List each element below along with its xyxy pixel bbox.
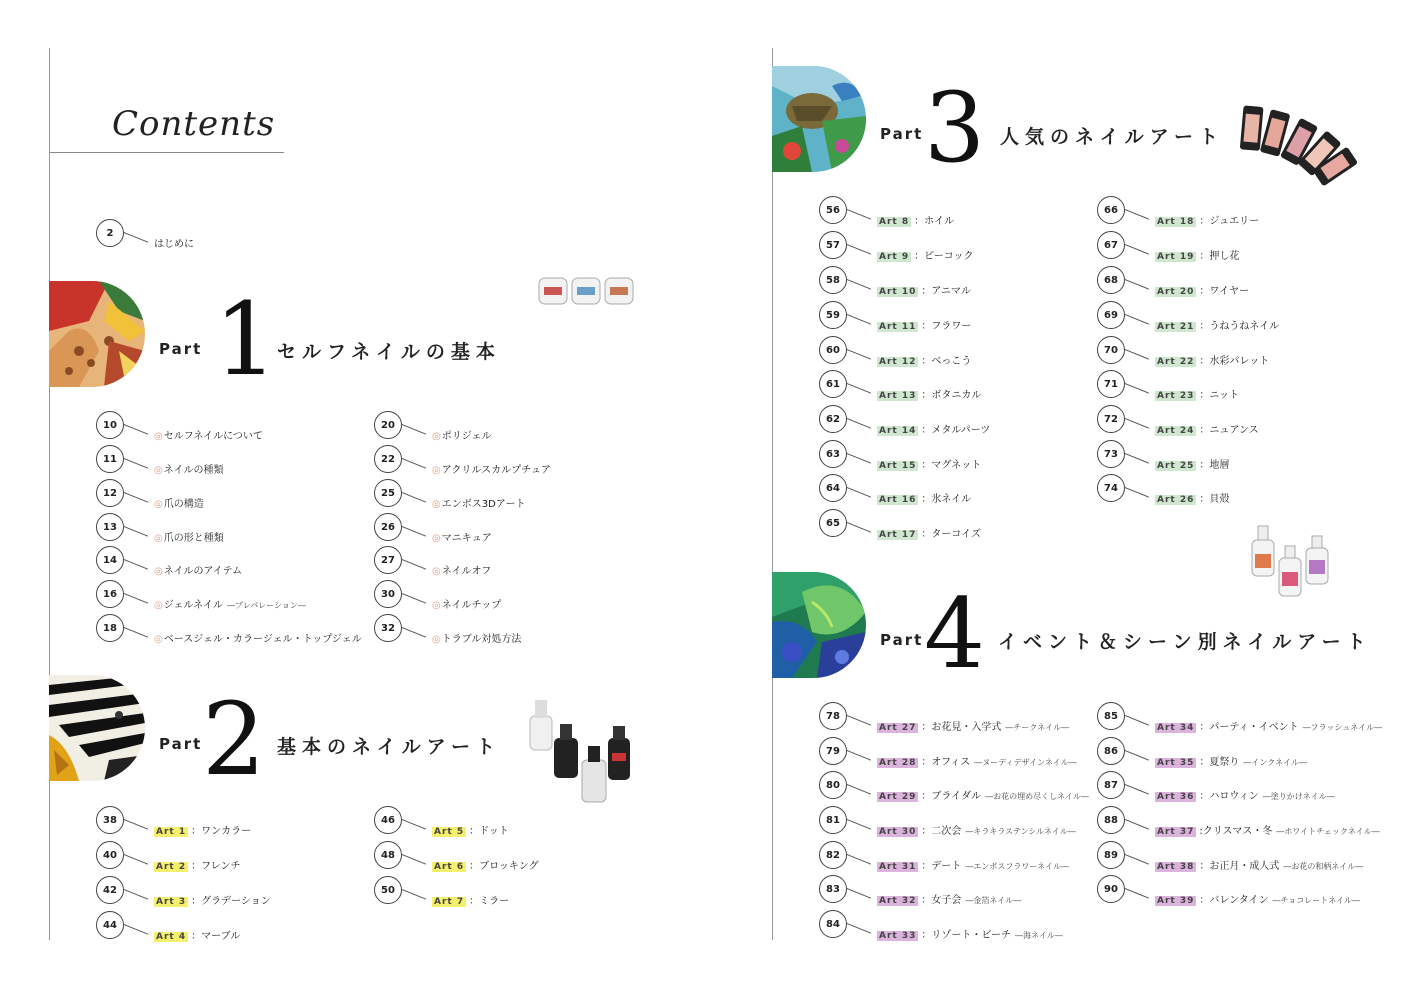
entry-label: Art 15 ：マグネット [879,460,982,471]
page-number: 50 [374,876,402,904]
page-number: 16 [96,580,124,608]
toc-entry[interactable] [96,546,366,580]
art-tag: Art 29 [879,792,917,802]
connector-line [1125,487,1149,498]
entry-label: Art 38 ：お正月・成人式 ―お花の和柄ネイル― [1157,861,1364,872]
entry-label: Art 27 ：お花見・入学式 ―チークネイル― [879,722,1070,733]
art-tag: Art 5 [434,827,465,837]
toc-entry[interactable] [96,911,346,945]
part2-label: Part [159,735,203,753]
heading-rule [50,152,284,153]
connector-line [847,784,871,795]
toc-entry[interactable] [819,266,1069,300]
page-number: 81 [819,806,847,834]
page-number: 42 [96,876,124,904]
toc-entry[interactable] [819,910,1089,944]
art-tag: Art 38 [1157,862,1195,872]
page-number: 73 [1097,440,1125,468]
page-number: 32 [374,614,402,642]
nail-bottles-image [1250,524,1330,604]
entry-label: Art 31 ：デート ―エンボスフラワーネイル― [879,861,1069,872]
page-number: 2 [96,219,124,247]
page-number: 74 [1097,474,1125,502]
entry-label: Art 17 ：ターコイズ [879,529,981,540]
entry-label: Art 23 ：ニット [1157,390,1239,401]
art-tag: Art 39 [1157,896,1195,906]
toc-entry[interactable] [819,196,1069,230]
art-tag: Art 31 [879,862,917,872]
toc-entry[interactable] [1097,370,1347,404]
art-tag: Art 35 [1157,758,1195,768]
page-number: 90 [1097,875,1125,903]
connector-line [1125,784,1149,795]
art-tag: Art 9 [879,252,910,262]
entry-label: Art 24 ：ニュアンス [1157,425,1259,436]
page-number: 84 [819,910,847,938]
entry-label: Art 20 ：ワイヤー [1157,286,1250,297]
entry-label: Art 29 ：ブライダル ―お花の埋め尽くしネイル― [879,791,1089,802]
toc-entry[interactable] [1097,336,1347,370]
toc-entry[interactable] [1097,231,1347,265]
page-number: 65 [819,509,847,537]
toc-entry[interactable] [819,474,1069,508]
connector-line [1125,715,1149,726]
part1-illustration-giraffe [49,281,145,387]
entry-label: Art 1 ：ワンカラー [156,826,252,837]
art-tag: Art 15 [879,461,917,471]
toc-entry[interactable] [819,231,1069,265]
page-number: 78 [819,702,847,730]
art-tag: Art 19 [1157,252,1195,262]
entry-label: Art 6 ：ブロッキング [434,861,539,872]
entry-label: Art 11 ：フラワー [879,321,972,332]
art-tag: Art 12 [879,357,917,367]
connector-line [402,854,426,865]
art-tag: Art 11 [879,322,917,332]
toc-entry[interactable] [374,614,574,648]
page-number: 69 [1097,301,1125,329]
entry-label: Art 19 ：押し花 [1157,251,1240,262]
toc-entry[interactable] [819,771,1089,805]
page-number: 26 [374,513,402,541]
page-number: 27 [374,546,402,574]
part3-title: 人気のネイルアート [1000,126,1225,148]
page-number: 30 [374,580,402,608]
entry-label: Art 3 ：グラデーション [156,896,271,907]
toc-entry[interactable] [1097,841,1397,875]
page-number: 60 [819,336,847,364]
part3-label: Part [880,125,924,143]
page-number: 44 [96,911,124,939]
page-number: 72 [1097,405,1125,433]
entry-label: Art 37 :クリスマス・冬 ―ホワイトチェックネイル― [1157,826,1380,837]
connector-line [402,424,426,435]
connector-line [1125,418,1149,429]
page-number: 38 [96,806,124,834]
entry-label: Art 33 ：リゾート・ビーチ ―海ネイル― [879,930,1063,941]
page-number: 85 [1097,702,1125,730]
connector-line [402,526,426,537]
page-number: 48 [374,841,402,869]
toc-entry[interactable] [96,876,346,910]
connector-line [1125,279,1149,290]
art-tag: Art 4 [156,932,187,942]
art-tag: Art 1 [156,827,187,837]
art-tag: Art 22 [1157,357,1195,367]
gel-jars-image [536,274,640,308]
connector-line [847,244,871,255]
art-tag: Art 30 [879,827,917,837]
entry-label: ◎爪の形と種類 [154,533,224,544]
connector-line [847,349,871,360]
page-number: 46 [374,806,402,834]
toc-entry[interactable] [374,513,574,547]
part2-number: 2 [202,681,266,798]
entry-label: Art 4 ：マーブル [156,931,241,942]
page-number: 83 [819,875,847,903]
page-number: 87 [1097,771,1125,799]
connector-line [1125,854,1149,865]
art-tag: Art 20 [1157,287,1195,297]
toc-entry[interactable] [1097,806,1397,840]
entry-label: Art 18 ：ジュエリー [1157,216,1260,227]
page-number: 79 [819,737,847,765]
part2-title: 基本のネイルアート [277,736,502,758]
toc-entry[interactable] [1097,875,1397,909]
part1-label: Part [159,340,203,358]
connector-line [402,492,426,503]
entry-label: Art 8 ：ホイル [879,216,955,227]
connector-line [847,750,871,761]
toc-entry[interactable] [1097,301,1347,335]
entry-label: ◎トラブル対処方法 [432,634,522,645]
art-tag: Art 8 [879,217,910,227]
connector-line [124,458,148,469]
connector-line [847,819,871,830]
toc-entry[interactable] [96,445,366,479]
connector-line [1125,453,1149,464]
entry-label: Art 16 ：氷ネイル [879,494,972,505]
page-number: 70 [1097,336,1125,364]
page-gutter [772,48,773,940]
connector-line [1125,349,1149,360]
toc-entry[interactable] [819,841,1089,875]
toc-entry[interactable] [96,806,346,840]
toc-entry[interactable] [374,445,574,479]
connector-line [847,209,871,220]
entry-label: ◎エンボス3Dアート [432,499,526,510]
entry-label: ◎ベースジェル・カラージェル・トップジェル [154,634,362,645]
entry-label: Art 36 ：ハロウィン ―塗りかけネイル― [1157,791,1335,802]
toc-entry[interactable] [374,806,624,840]
toc-entry[interactable] [819,440,1069,474]
toc-entry[interactable] [1097,702,1397,736]
connector-line [402,627,426,638]
connector-line [124,232,148,243]
page-number: 80 [819,771,847,799]
toc-entry[interactable] [819,301,1069,335]
page-number: 57 [819,231,847,259]
connector-line [847,854,871,865]
connector-line [1125,314,1149,325]
art-tag: Art 32 [879,896,917,906]
page-number: 14 [96,546,124,574]
connector-line [847,715,871,726]
art-tag: Art 13 [879,391,917,401]
page-number: 86 [1097,737,1125,765]
connector-line [847,487,871,498]
entry-label: Art 28 ：オフィス ―ヌーディデザインネイル― [879,757,1077,768]
page-number: 25 [374,479,402,507]
page-number: 82 [819,841,847,869]
art-tag: Art 21 [1157,322,1195,332]
connector-line [847,888,871,899]
page-number: 64 [819,474,847,502]
part4-number: 4 [924,578,986,690]
art-tag: Art 27 [879,723,917,733]
entry-label: Art 30 ：二次会 ―キラキラステンシルネイル― [879,826,1076,837]
part3-illustration-turtle [772,66,866,172]
contents-heading: Contents [112,104,276,144]
entry-label: ◎ジェルネイル ―プレパレーション― [154,600,306,611]
page-number: 63 [819,440,847,468]
page-number: 58 [819,266,847,294]
connector-line [1125,244,1149,255]
entry-label: Art 34 ：パーティ・イベント ―フラッシュネイル― [1157,722,1383,733]
page-number: 11 [96,445,124,473]
part3-number: 3 [924,72,986,184]
connector-line [124,559,148,570]
toc-entry[interactable] [96,411,366,445]
toc-entry[interactable] [374,546,574,580]
toc-entry[interactable] [819,875,1089,909]
connector-line [1125,750,1149,761]
entry-label: Art 25 ：地層 [1157,460,1230,471]
connector-line [124,424,148,435]
connector-line [402,593,426,604]
entry-label: ◎ネイルチップ [432,600,502,611]
toc-entry[interactable] [374,841,624,875]
entry-label: Art 7 ：ミラー [434,896,510,907]
part4-illustration-chameleon [772,572,866,678]
toc-entry[interactable] [819,370,1069,404]
part1-number: 1 [214,281,278,398]
entry-label: ◎ネイルの種類 [154,465,224,476]
entry-label: ◎爪の構造 [154,499,204,510]
page-number: 13 [96,513,124,541]
toc-entry[interactable] [1097,440,1347,474]
entry-label: Art 32 ：女子会 ―金箔ネイル― [879,895,1022,906]
connector-line [847,279,871,290]
connector-line [1125,209,1149,220]
art-tag: Art 33 [879,931,917,941]
toc-entry[interactable] [374,876,624,910]
connector-line [124,492,148,503]
part4-label: Part [880,631,924,649]
entry-label: Art 10 ：アニマル [879,286,971,297]
part2-illustration-zebra [49,675,145,781]
art-tag: Art 10 [879,287,917,297]
connector-line [1125,383,1149,394]
connector-line [847,453,871,464]
toc-entry[interactable] [819,702,1089,736]
page-number: 88 [1097,806,1125,834]
connector-line [124,593,148,604]
connector-line [402,559,426,570]
toc-entry[interactable] [96,841,346,875]
toc-entry[interactable] [819,806,1089,840]
page-number: 10 [96,411,124,439]
toc-entry[interactable] [96,479,366,513]
entry-label: Art 39 ：バレンタイン ―チョコレートネイル― [1157,895,1361,906]
art-tag: Art 34 [1157,723,1195,733]
toc-entry[interactable] [96,614,366,648]
page-number: 61 [819,370,847,398]
page-number: 68 [1097,266,1125,294]
entry-label: ◎ネイルのアイテム [154,566,243,577]
toc-entry[interactable] [819,336,1069,370]
art-tag: Art 25 [1157,461,1195,471]
page-number: 89 [1097,841,1125,869]
page-number: 22 [374,445,402,473]
entry-label: Art 5 ：ドット [434,826,509,837]
art-tag: Art 6 [434,862,465,872]
connector-line [1125,819,1149,830]
toc-entry[interactable] [819,405,1069,439]
entry-label: ◎アクリルスカルプチュア [432,465,551,476]
art-tag: Art 18 [1157,217,1195,227]
toc-entry[interactable] [1097,405,1347,439]
connector-line [124,889,148,900]
entry-label: ◎セルフネイルについて [154,431,263,442]
toc-entry-intro[interactable] [96,219,256,253]
entry-label: Art 14 ：メタルパーツ [879,425,991,436]
art-tag: Art 28 [879,758,917,768]
page-number: 59 [819,301,847,329]
entry-label: ◎ネイルオフ [432,566,492,577]
left-page-edge [49,48,50,940]
entry-label: Art 12 ：べっこう [879,356,972,367]
page-number: 56 [819,196,847,224]
entry-label: Art 22 ：水彩パレット [1157,356,1270,367]
connector-line [402,458,426,469]
entry-label: Art 21 ：うねうねネイル [1157,321,1280,332]
art-tag: Art 17 [879,530,917,540]
entry-label: Art 9 ：ピーコック [879,251,974,262]
toc-entry[interactable] [1097,474,1347,508]
art-tag: Art 37 [1157,827,1195,837]
page-number: 40 [96,841,124,869]
toc-entry[interactable] [819,737,1089,771]
toc-entry[interactable] [819,509,1069,543]
connector-line [847,314,871,325]
connector-line [124,819,148,830]
page-number: 18 [96,614,124,642]
toc-entry[interactable] [1097,771,1397,805]
connector-line [847,383,871,394]
art-tag: Art 14 [879,426,917,436]
connector-line [847,418,871,429]
page-number: 71 [1097,370,1125,398]
entry-label: Art 13 ：ボタニカル [879,390,982,401]
page-number: 62 [819,405,847,433]
connector-line [124,526,148,537]
entry-label: ◎マニキュア [432,533,492,544]
connector-line [124,854,148,865]
art-tag: Art 24 [1157,426,1195,436]
art-tag: Art 7 [434,897,465,907]
gel-bottles-image [526,698,634,808]
toc-entry[interactable] [1097,196,1347,230]
connector-line [402,889,426,900]
page-number: 67 [1097,231,1125,259]
art-tag: Art 3 [156,897,187,907]
entry-label: ◎ポリジェル [432,431,492,442]
entry-label: Art 2 ：フレンチ [156,861,241,872]
polygel-tubes-image [1240,104,1358,194]
toc-entry[interactable] [374,411,574,445]
toc-entry[interactable] [374,479,574,513]
connector-line [847,522,871,533]
page-number: 20 [374,411,402,439]
toc-entry[interactable] [374,580,574,614]
entry-label: Art 35 ：夏祭り ―インクネイル― [1157,757,1307,768]
connector-line [1125,888,1149,899]
part4-title: イベント＆シーン別ネイルアート [998,631,1372,653]
art-tag: Art 36 [1157,792,1195,802]
connector-line [402,819,426,830]
page-number: 12 [96,479,124,507]
art-tag: Art 23 [1157,391,1195,401]
connector-line [847,923,871,934]
connector-line [124,924,148,935]
entry-label: Art 26 ：貝殻 [1157,494,1230,505]
part1-title: セルフネイルの基本 [277,341,501,363]
toc-entry[interactable] [96,580,366,614]
connector-line [124,627,148,638]
toc-entry[interactable] [1097,737,1397,771]
art-tag: Art 16 [879,495,917,505]
toc-entry[interactable] [96,513,366,547]
page-number: 66 [1097,196,1125,224]
art-tag: Art 2 [156,862,187,872]
entry-label: はじめに [154,239,194,250]
art-tag: Art 26 [1157,495,1195,505]
toc-entry[interactable] [1097,266,1347,300]
